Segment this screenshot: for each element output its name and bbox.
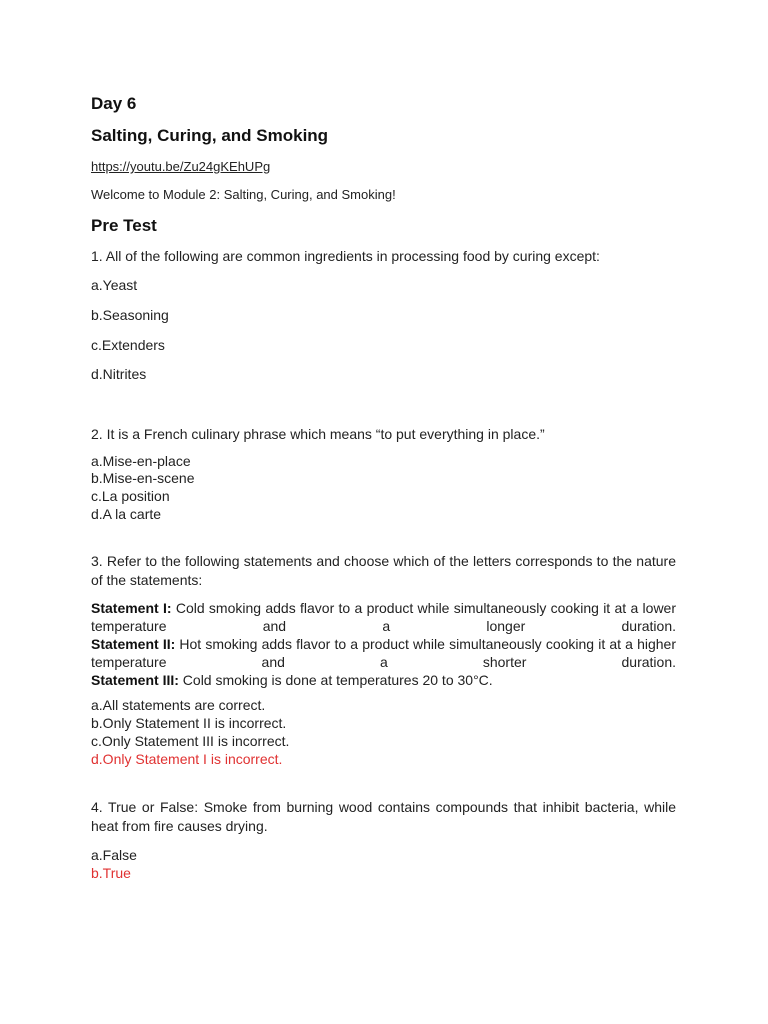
q4-option-a: a.False: [91, 847, 137, 863]
q1-option-a: a.Yeast: [91, 277, 138, 293]
statement-2: [91, 635, 676, 671]
day-heading: Day 6: [91, 94, 137, 113]
welcome-text: Welcome to Module 2: Salting, Curing, and Smoking!: [91, 187, 396, 202]
q1-option-b: b.Seasoning: [91, 307, 169, 323]
statement-2-label: Statement II:: [91, 636, 176, 652]
statement-1-text: Cold smoking adds flavor to a product while simultaneously cooking it at a lower temperature and a longer duration.: [91, 600, 676, 634]
q1-option-c: c.Extenders: [91, 337, 165, 353]
q2-option-d: d.A la carte: [91, 506, 162, 522]
statement-2-text: Hot smoking adds flavor to a product while simultaneously cooking it at a higher temperature and a shorter duration.: [91, 636, 676, 670]
question-4: 4. True or False: Smoke from burning wood contains compounds that inhibit bacteria, while heat from fire causes drying.: [91, 799, 676, 834]
q1-option-d: d.Nitrites: [91, 366, 147, 382]
q3-option-c: c.Only Statement III is incorrect.: [91, 733, 290, 749]
statement-1: [91, 599, 676, 635]
q2-option-c: c.La position: [91, 488, 170, 504]
question-1: 1. All of the following are common ingredients in processing food by curing except:: [91, 248, 600, 264]
q3-option-a: a.All statements are correct.: [91, 697, 266, 713]
question-2: 2. It is a French culinary phrase which means “to put everything in place.”: [91, 426, 545, 442]
q3-option-d-answer: d.Only Statement I is incorrect.: [91, 751, 283, 767]
module-title: Salting, Curing, and Smoking: [91, 126, 329, 145]
q4-option-b-answer: b.True: [91, 865, 131, 881]
video-link[interactable]: https://youtu.be/Zu24gKEhUPg: [91, 159, 271, 174]
statement-1-label: Statement I:: [91, 600, 172, 616]
statement-3: [91, 671, 676, 689]
question-3: 3. Refer to the following statements and choose which of the letters corresponds to the nature of the statements:: [91, 553, 676, 588]
q3-option-b: b.Only Statement II is incorrect.: [91, 715, 287, 731]
q2-option-a: a.Mise-en-place: [91, 453, 191, 469]
statement-3-label: Statement III:: [91, 672, 179, 688]
statement-3-text: Cold smoking is done at temperatures 20 to 30°C.: [182, 672, 493, 688]
q2-option-b: b.Mise-en-scene: [91, 470, 195, 486]
pretest-heading: Pre Test: [91, 216, 157, 235]
